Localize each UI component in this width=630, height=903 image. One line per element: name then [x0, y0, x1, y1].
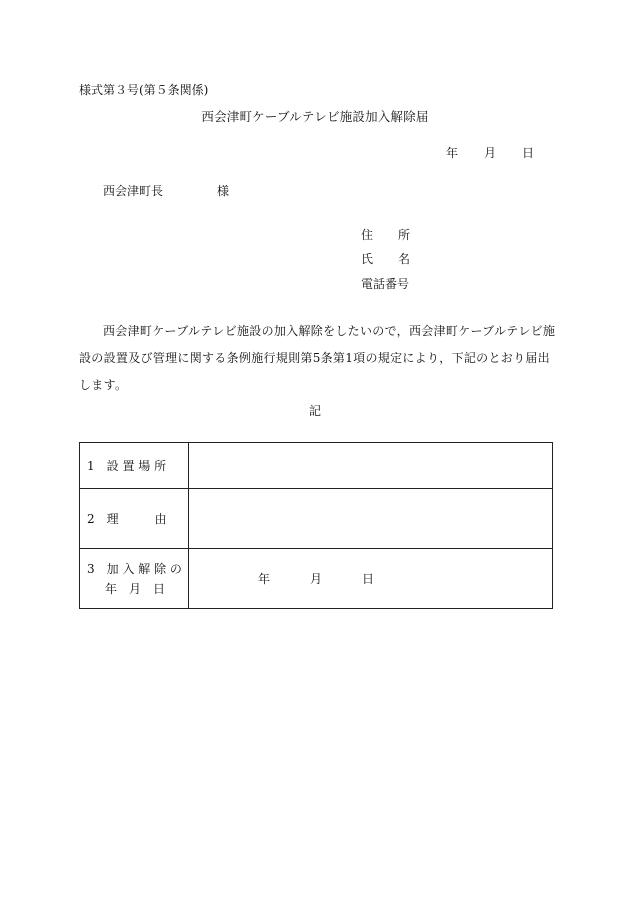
cancel-date-label-line2: 年 月 日	[105, 581, 166, 596]
location-label-cell	[80, 443, 189, 489]
reason-label: 2 理 由	[87, 511, 167, 526]
name-label-char-1: 氏	[361, 252, 374, 266]
location-label: 1 設 置 場 所	[87, 458, 167, 473]
form-number: 様式第３号(第５条関係)	[79, 83, 209, 97]
cancel-date-year: 年	[258, 572, 271, 586]
addressee	[103, 185, 229, 197]
location-value-cell	[189, 443, 553, 489]
addressee-name: 西会津町長	[103, 184, 164, 198]
submission-date	[446, 147, 534, 159]
reason-value-cell	[189, 489, 553, 549]
detail-table	[79, 442, 553, 609]
ki-heading: 記	[308, 404, 321, 418]
cancel-date-value-cell	[189, 549, 553, 609]
reason-label-cell	[80, 489, 189, 549]
cancel-date-label-cell	[80, 549, 189, 609]
name-label-char-2: 名	[398, 252, 411, 266]
applicant-address-label	[361, 229, 410, 241]
address-label-char-1: 住	[361, 228, 374, 242]
table-row-reason	[80, 489, 553, 549]
date-day-label: 日	[521, 146, 534, 160]
address-label-char-2: 所	[398, 228, 411, 242]
applicant-name-label	[361, 253, 410, 265]
table-row-location	[80, 443, 553, 489]
applicant-phone-label: 電話番号	[361, 277, 410, 291]
cancel-date-label-line1: 3 加 入 解 除 の	[87, 561, 182, 576]
document-title: 西会津町ケーブルテレビ施設加入解除届	[201, 109, 429, 124]
cancel-date-day: 日	[362, 572, 375, 586]
table-row-cancel-date	[80, 549, 553, 609]
date-year-label: 年	[445, 146, 458, 160]
date-month-label: 月	[483, 146, 496, 160]
body-paragraph: 西会津町ケーブルテレビ施設の加入解除をしたいので，西会津町ケーブルテレビ施設の設置及び管理に関する条例施行規則第5条第1項の規定により，下記のとおり届出します。	[79, 324, 556, 392]
cancel-date-month: 月	[310, 572, 323, 586]
addressee-honorific: 様	[217, 184, 230, 198]
